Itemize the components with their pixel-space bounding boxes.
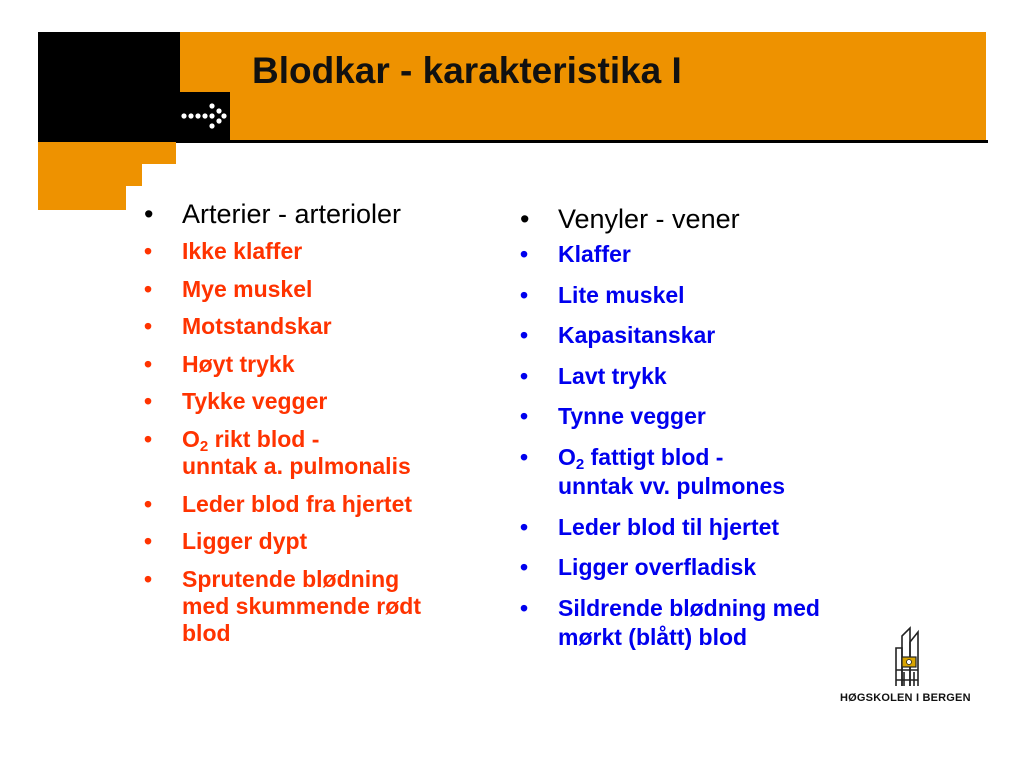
list-item: • Klaffer xyxy=(520,241,631,267)
list-item: • Lavt trykk xyxy=(520,362,667,389)
bullet: • xyxy=(144,199,154,229)
list-item: • Kapasitanskar xyxy=(520,322,716,349)
page-title: Blodkar - karakteristika I xyxy=(252,50,682,91)
list-item: • Leder blod til hjertet xyxy=(520,513,780,540)
list-heading xyxy=(140,198,520,230)
list-item: • Tynne vegger xyxy=(520,403,706,430)
list-item-bleeding: • Sprutende blødning med skummende rødt blod xyxy=(144,565,421,646)
list-item-oxygen: • $O_2$ rikt blod - unntak a. pulmonalis xyxy=(144,425,411,479)
list-item: • Ligger overfladisk xyxy=(520,554,757,581)
list-item: • Leder blod fra hjertet xyxy=(144,490,413,517)
list-item: • Høyt trykk xyxy=(144,350,295,377)
list-item: • Ikke klaffer xyxy=(144,238,303,264)
bullet: • xyxy=(520,204,530,234)
header-black-edge xyxy=(176,32,180,92)
heading-text: Arterier - arterioler xyxy=(182,199,402,229)
list-item: • Ligger dypt xyxy=(144,528,308,555)
list-item: • Mye muskel xyxy=(144,275,313,302)
header-underline xyxy=(176,140,988,143)
list-item-bleeding: • Sildrende blødning med mørkt (blått) blod xyxy=(520,594,820,650)
list-item: • Lite muskel xyxy=(520,281,685,308)
list-item-oxygen: • $O_2$ fattigt blod - unntak vv. pulmones xyxy=(520,443,786,499)
dots-arrow-icon xyxy=(176,92,230,142)
college-name: HØGSKOLEN I BERGEN xyxy=(840,692,971,704)
header-black-block xyxy=(38,32,176,142)
list-item: • Motstandskar xyxy=(144,313,332,340)
arteries-column xyxy=(140,198,520,657)
list-item: • Tykke vegger xyxy=(144,388,328,415)
heading-text: Venyler - vener xyxy=(558,204,740,234)
list-heading xyxy=(516,202,916,236)
veins-column xyxy=(516,202,916,663)
